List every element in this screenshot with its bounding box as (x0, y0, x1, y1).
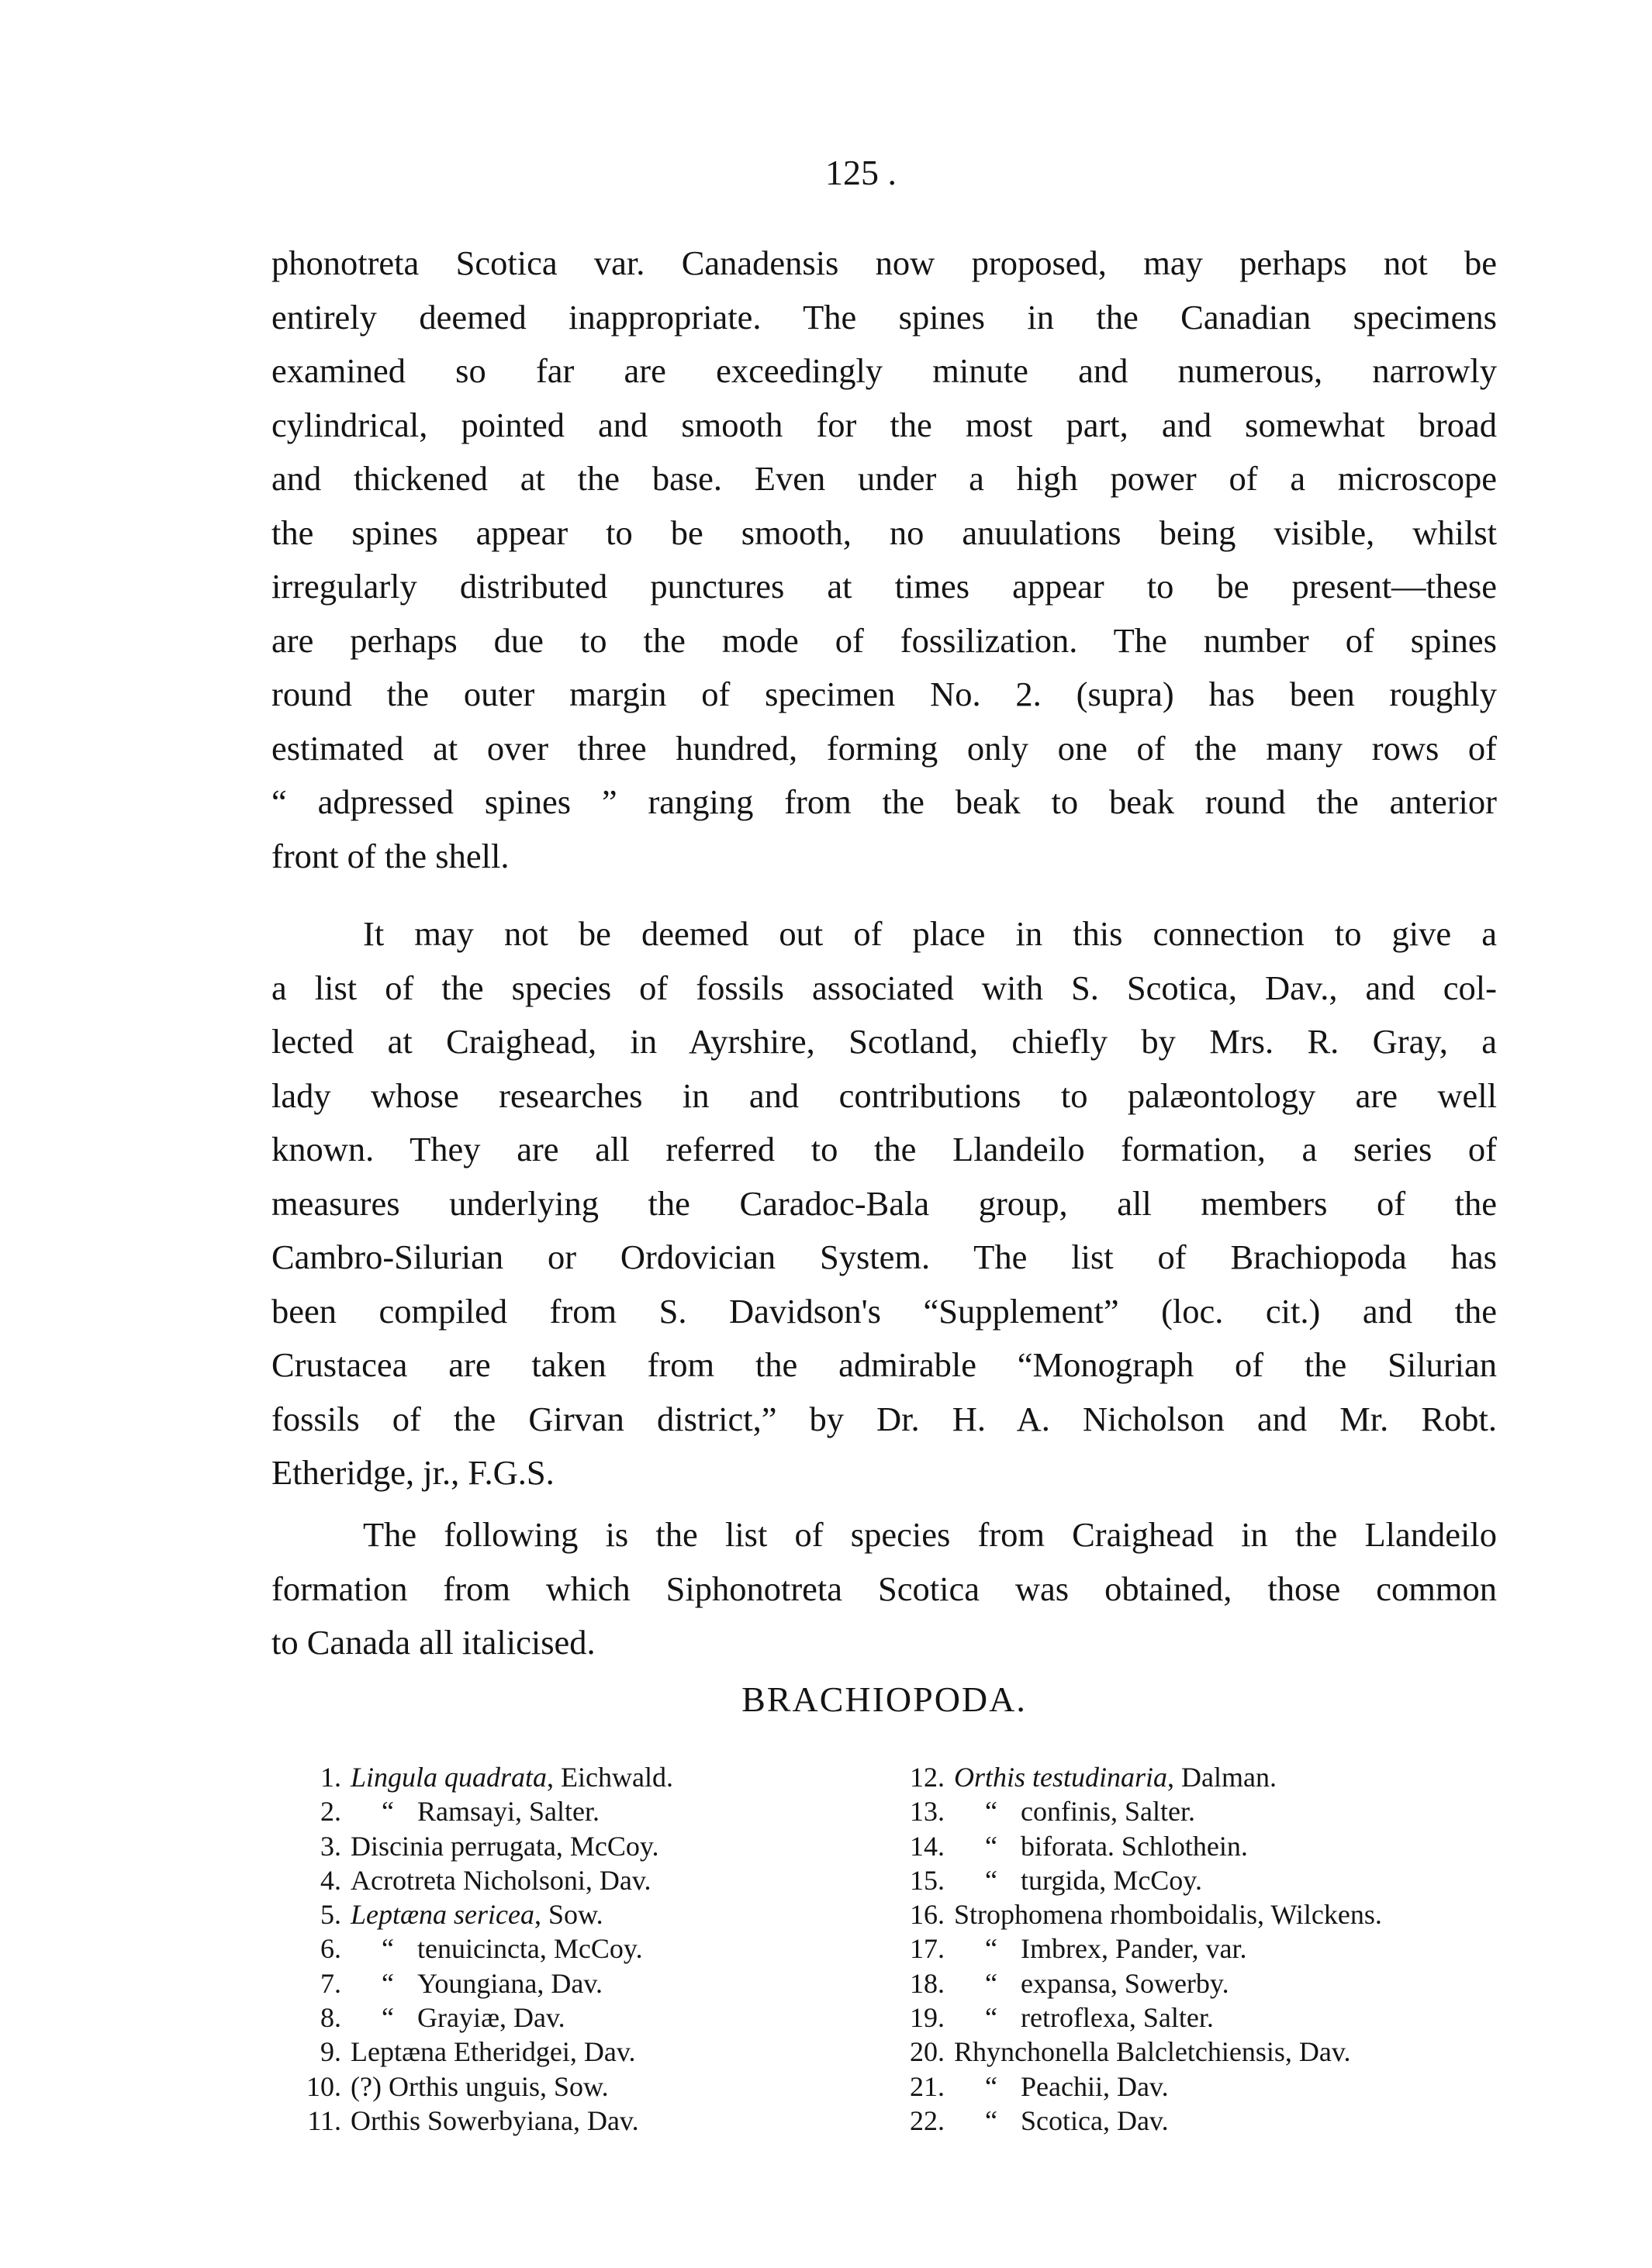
species-list-left (289, 1760, 673, 2138)
species-genus-name: Rhynchonella Balcletchiensis (954, 2036, 1285, 2068)
species-name (351, 1897, 603, 1931)
species-number: 16. (910, 1899, 945, 1931)
text-line: measures underlying the Caradoc-Bala group, all members of the (271, 1183, 1497, 1223)
species-authority: , Dav. (572, 2104, 639, 2136)
text-line: irregularly distributed punctures at times appear to be present—these (271, 567, 1497, 606)
page-number: 125 . (825, 153, 897, 192)
species-number: 13. (910, 1796, 945, 1828)
species-number: 12. (910, 1762, 945, 1793)
species-list-item (289, 1794, 673, 1828)
species-genus-name: Discinia perrugata (351, 1830, 556, 1862)
species-name (954, 2104, 1169, 2138)
species-list-item (892, 2035, 1382, 2069)
text-line: “ adpressed spines ” ranging from the beak to beak round the anterior (271, 782, 1497, 821)
species-genus-name: Acrotreta Nicholsoni (351, 1864, 586, 1896)
species-name (954, 2035, 1351, 2069)
species-name (954, 1931, 1246, 1966)
ditto-mark: “ (985, 2002, 997, 2034)
species-number: 17. (910, 1933, 945, 1965)
species-authority: tenuicincta, McCoy. (416, 1933, 643, 1965)
text-line: Cambro-Silurian or Ordovician System. The list of Brachiopoda has (271, 1238, 1497, 1276)
species-authority: , Dav. (1284, 2036, 1351, 2068)
species-name (954, 2000, 1214, 2035)
species-authority: retroflexa, Salter. (1020, 2002, 1214, 2034)
species-list-item (289, 2104, 673, 2138)
text-line: cylindrical, pointed and smooth for the most part, and somewhat broad (271, 405, 1497, 444)
species-name (351, 1863, 651, 1897)
species-number: 21. (910, 2070, 945, 2102)
species-authority: Ramsayi, Salter. (416, 1796, 600, 1828)
text-line: estimated at over three hundred, forming only one of the many rows of (271, 728, 1497, 768)
species-genus-name: (?) Orthis unguis (351, 2070, 540, 2102)
species-number: 14. (910, 1830, 945, 1862)
species-list-right (892, 1760, 1382, 2138)
species-list-item (289, 1760, 673, 1794)
ditto-mark: “ (985, 2070, 997, 2102)
section-heading-brachiopoda: BRACHIOPODA. (741, 1679, 1027, 1719)
species-name (954, 1760, 1277, 1794)
text-line: formation from which Siphonotreta Scotica was obtained, those common (271, 1569, 1497, 1608)
text-line: round the outer margin of specimen No. 2. (supra) has been roughly (271, 675, 1497, 713)
species-list-item (289, 2000, 673, 2035)
species-name (954, 1897, 1382, 1931)
species-number: 1. (320, 1762, 341, 1793)
species-list-item (289, 2070, 673, 2104)
species-authority: turgida, McCoy. (1020, 1864, 1202, 1896)
text-line: The following is the list of species from Craighead in the Llandeilo (363, 1515, 1497, 1554)
species-list-item (892, 1966, 1382, 2000)
species-number: 2. (320, 1796, 341, 1828)
species-number: 4. (320, 1864, 341, 1896)
text-line: been compiled from S. Davidson's “Supplement” (loc. cit.) and the (271, 1291, 1497, 1331)
species-genus-name: Lingula quadrata (351, 1762, 548, 1793)
species-authority: , Dav. (569, 2036, 636, 2068)
ditto-mark: “ (985, 1830, 997, 1862)
species-genus-name: Orthis Sowerbyiana (351, 2104, 573, 2136)
species-authority: , Wilckens. (1256, 1899, 1382, 1931)
species-name (351, 1829, 659, 1863)
species-genus-name: Orthis testudinaria (954, 1762, 1168, 1793)
species-authority: , Sow. (534, 1899, 603, 1931)
text-line: and thickened at the base. Even under a high power of a microscope (271, 459, 1497, 498)
ditto-mark: “ (985, 1967, 997, 1999)
species-number: 5. (320, 1899, 341, 1931)
ditto-mark: “ (382, 2002, 394, 2034)
ditto-mark: “ (382, 1967, 394, 1999)
species-authority: Grayiæ, Dav. (416, 2002, 565, 2034)
species-genus-name: Leptæna sericea (351, 1899, 534, 1931)
species-name (954, 1966, 1229, 2000)
species-number: 11. (307, 2104, 341, 2136)
species-authority: Scotica, Dav. (1020, 2104, 1169, 2136)
species-authority: confinis, Salter. (1020, 1796, 1195, 1828)
text-line: the spines appear to be smooth, no anuulations being visible, whilst (271, 513, 1497, 552)
species-list-item (289, 2035, 673, 2069)
species-number: 20. (910, 2036, 945, 2068)
text-line: Crustacea are taken from the admirable “Monograph of the Silurian (271, 1345, 1497, 1384)
species-list-item (892, 2104, 1382, 2138)
species-authority: Imbrex, Pander, var. (1020, 1933, 1247, 1965)
ditto-mark: “ (985, 1933, 997, 1965)
species-number: 10. (306, 2070, 341, 2102)
species-list-item (289, 1863, 673, 1897)
species-name (954, 1863, 1202, 1897)
text-line: phonotreta Scotica var. Canadensis now proposed, may perhaps not be (271, 243, 1497, 282)
text-line: Etheridge, jr., F.G.S. (271, 1453, 555, 1492)
species-name (954, 2070, 1169, 2104)
text-line: It may not be deemed out of place in this connection to give a (363, 914, 1497, 953)
paragraph-list-heading-note (271, 1508, 1497, 1670)
species-name (351, 1966, 603, 2000)
text-line: front of the shell. (271, 836, 510, 875)
text-line: fossils of the Girvan district,” by Dr. H. A. Nicholson and Mr. Robt. (271, 1399, 1497, 1438)
species-list-item (892, 1829, 1382, 1863)
species-authority: , McCoy. (555, 1830, 659, 1862)
species-list-item (289, 1931, 673, 1966)
species-number: 7. (320, 1967, 341, 1999)
text-line: lady whose researches in and contributions to palæontology are well (271, 1075, 1497, 1115)
ditto-mark: “ (985, 1864, 997, 1896)
species-authority: , Dalman. (1167, 1762, 1277, 1793)
species-list-item (892, 1760, 1382, 1794)
species-list-item (892, 1931, 1382, 1966)
species-number: 15. (910, 1864, 945, 1896)
species-name (351, 2104, 639, 2138)
ditto-mark: “ (985, 2104, 997, 2136)
text-line: examined so far are exceedingly minute and numerous, narrowly (271, 351, 1497, 390)
text-line: to Canada all italicised. (271, 1623, 596, 1662)
text-line: lected at Craighead, in Ayrshire, Scotland, chiefly by Mrs. R. Gray, a (271, 1022, 1497, 1061)
paragraph-species-list-intro (271, 907, 1497, 1500)
species-number: 6. (320, 1933, 341, 1965)
species-genus-name: Leptæna Etheridgei (351, 2036, 570, 2068)
species-name (351, 2000, 565, 2035)
species-name (954, 1794, 1195, 1828)
text-line: a list of the species of fossils associated with S. Scotica, Dav., and col- (271, 968, 1497, 1007)
species-name (351, 2070, 609, 2104)
paragraph-spines-description (271, 236, 1497, 883)
species-number: 8. (320, 2002, 341, 2034)
text-line: known. They are all referred to the Llandeilo formation, a series of (271, 1130, 1497, 1169)
species-name (351, 1931, 643, 1966)
species-name (954, 1829, 1248, 1863)
species-list-item (289, 1829, 673, 1863)
species-authority: , Eichwald. (547, 1762, 673, 1793)
species-number: 9. (320, 2036, 341, 2068)
species-authority: Peachii, Dav. (1020, 2070, 1169, 2102)
species-name (351, 1794, 600, 1828)
ditto-mark: “ (382, 1796, 394, 1828)
ditto-mark: “ (985, 1796, 997, 1828)
species-number: 18. (910, 1967, 945, 1999)
species-authority: biforata. Schlothein. (1020, 1830, 1248, 1862)
species-list-item (892, 2000, 1382, 2035)
ditto-mark: “ (382, 1933, 394, 1965)
species-genus-name: Strophomena rhomboidalis (954, 1899, 1257, 1931)
species-name (351, 2035, 636, 2069)
species-authority: , Dav. (585, 1864, 651, 1896)
species-list-item (892, 2070, 1382, 2104)
species-authority: expansa, Sowerby. (1020, 1967, 1229, 1999)
species-authority: Youngiana, Dav. (416, 1967, 603, 1999)
species-list-item (892, 1897, 1382, 1931)
species-number: 22. (910, 2104, 945, 2136)
species-number: 19. (910, 2002, 945, 2034)
species-list-item (892, 1794, 1382, 1828)
species-number: 3. (320, 1830, 341, 1862)
species-list-item (289, 1897, 673, 1931)
species-authority: , Sow. (539, 2070, 609, 2102)
species-name (351, 1760, 673, 1794)
text-line: are perhaps due to the mode of fossilization. The number of spines (271, 620, 1497, 660)
text-line: entirely deemed inappropriate. The spines in the Canadian specimens (271, 297, 1497, 337)
species-list-item (892, 1863, 1382, 1897)
species-list-item (289, 1966, 673, 2000)
